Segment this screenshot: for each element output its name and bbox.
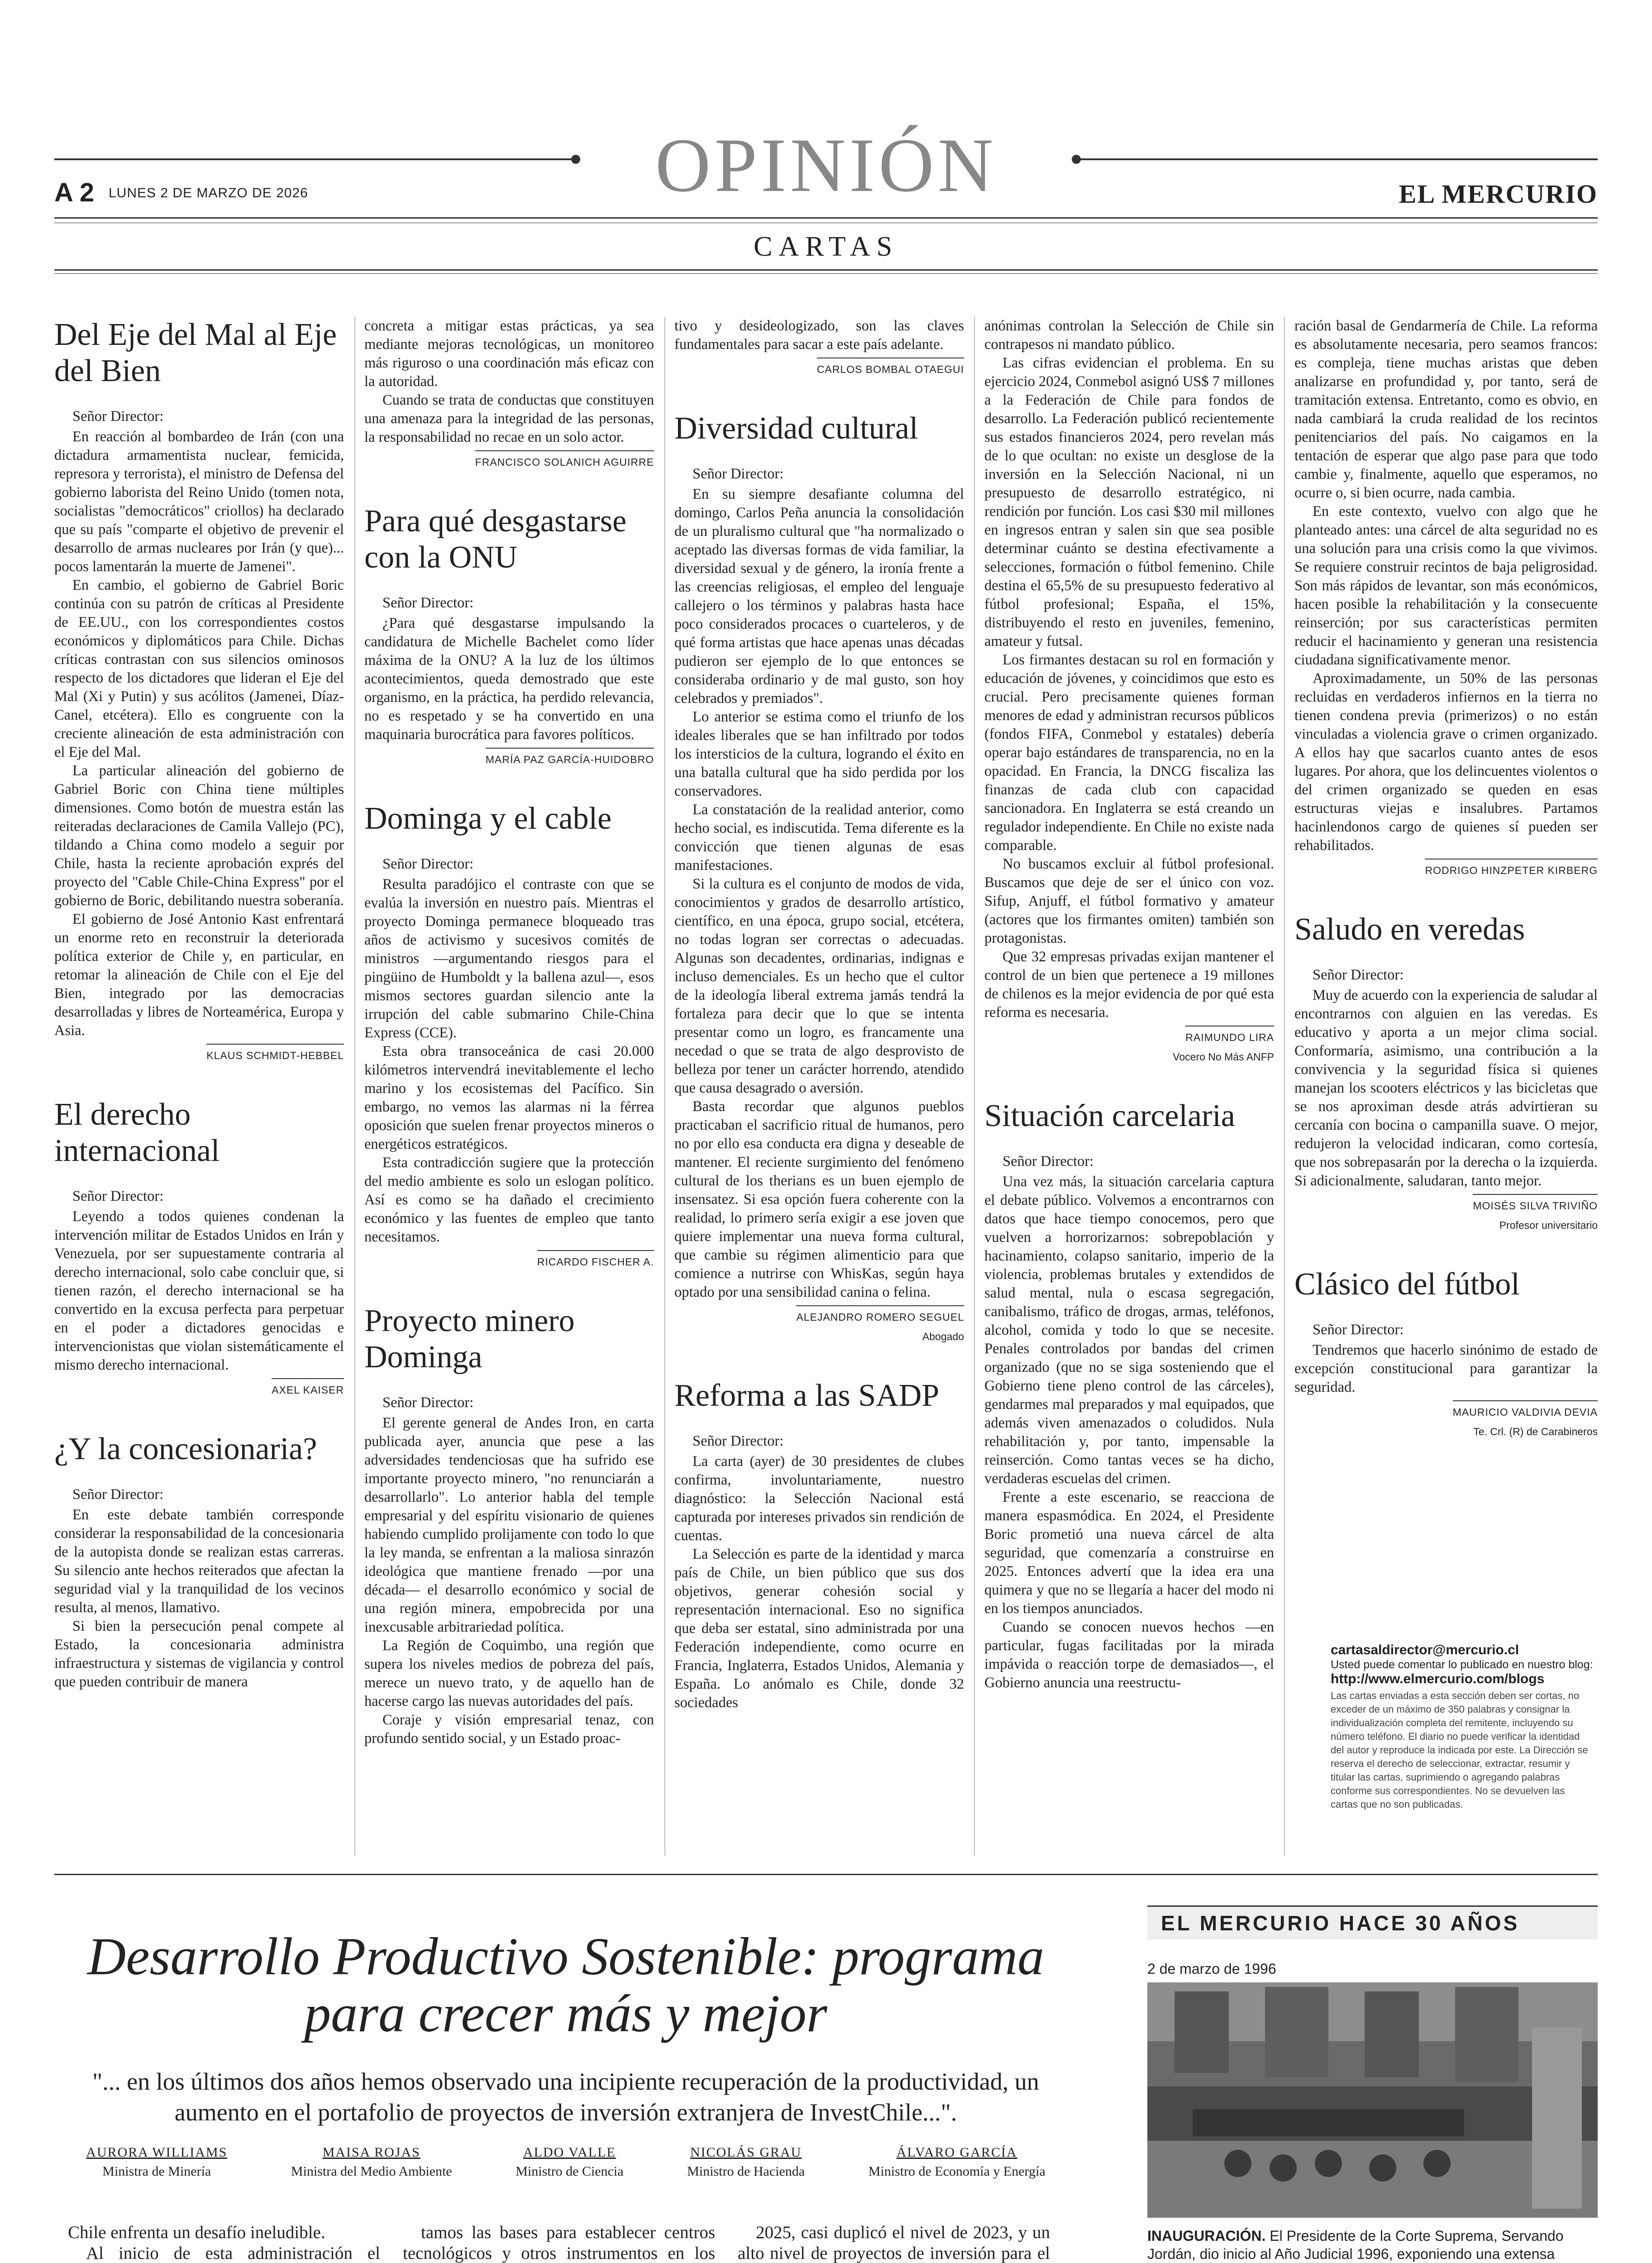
letter-headline: Clásico del fútbol — [1294, 1267, 1520, 1302]
section-title: OPINIÓN — [655, 123, 997, 208]
letters-column-4 — [984, 317, 1274, 1692]
header-rule-left — [54, 158, 575, 160]
letter-paragraph: concreta a mitigar estas prácticas, ya sea mediante mejoras tecnológicas, un monitoreo más riguroso o una coordinación más eficaz con la autoridad. — [364, 318, 654, 390]
letter-paragraph: Basta recordar que algunos pueblos practicaban el sacrificio ritual de humanos, pero no por ello esa conducta era digna y deseable de mantener. El reciente surgimiento del fenómeno cultural de los therians es un buen ejemplo de insensatez. Si esa opción fuera coherente con la realidad, lo primero sería exigir a ese joven que quiere implementar una nueva forma cultural, que cambie su régimen alimenticio para que comience a nutrirse con WhisKas, según haya optado por una sensibilidad canina o felina. — [674, 1098, 964, 1300]
blog-note: Usted puede comentar lo publicado en nuestro blog: — [1331, 1658, 1593, 1671]
letter-signature: MOISÉS SILVA TRIVIÑO — [1473, 1194, 1598, 1215]
blog-link[interactable]: http://www.elmercurio.com/blogs — [1331, 1671, 1545, 1686]
letter-paragraph: La particular alineación del gobierno de Gabriel Boric con China tiene múltiples dimensiones. Como botón de muestra están las reiteradas declaraciones de Camila Vallejo (PC), tildando a China como modelo a seguir por Chile, hasta la reciente aprobación exprés del proyecto del "Cable Chile-China Express" por el gobierno de Boric, debilitando nuestra soberanía. — [54, 763, 344, 909]
divider — [54, 1874, 1598, 1875]
letter-paragraph: En este contexto, vuelvo con algo que he planteado antes: una cárcel de alta seguridad no es una solución para una crisis como la que vivimos. Se requiere construir recintos de baja peligrosidad. Son más rápidos de levantar, son más económicos, hacen posible la rehabilitación y la consecuente reinserción; por sus características permiten reducir el hacinamiento y generan una resistencia ciudadana significativamente menor. — [1294, 503, 1598, 668]
author-name: ÁLVARO GARCÍA — [896, 2145, 1017, 2160]
letter-signature: FRANCISCO SOLANICH AGUIRRE — [475, 450, 654, 472]
letter-paragraph: ración basal de Gendarmería de Chile. La reforma es absolutamente necesaria, pero seamos francos: es compleja, tiene muchas aristas que deben analizarse en profundidad y, por tanto, será de tramitación extensa. Entretanto, como es obvio, en nada cambiará la cruda realidad de los recintos penitenciarios del país. No caigamos en la tentación de esperar que algo pase para que todo cambie y, finalmente, aquello que esperamos, no ocurre o, si bien ocurre, nada cambia. — [1294, 318, 1598, 501]
feature-paragraph: tamos las bases para establecer centros tecnológicos y otros instrumentos en los — [403, 2223, 715, 2263]
salutation: Señor Director: — [72, 1486, 164, 1503]
page-number: A 2 — [54, 178, 95, 207]
letter-headline: Situación carcelaria — [984, 1098, 1235, 1133]
hace-30-header: EL MERCURIO HACE 30 AÑOS — [1161, 1911, 1520, 1935]
signature-title: Profesor universitario — [1499, 1219, 1598, 1231]
letter-paragraph: anónimas controlan la Selección de Chile sin contrapesos ni mandato público. — [984, 318, 1274, 353]
feature-lead: "... en los últimos dos años hemos observado una incipiente recuperación de la productividad, un aumento en el portafolio de proyectos de inversión extranjera de InvestChile...". — [92, 2068, 1039, 2126]
letter-signature: RODRIGO HINZPETER KIRBERG — [1425, 859, 1598, 880]
letters-column-5 — [1294, 317, 1598, 1455]
divider — [54, 273, 1598, 274]
letter-headline: Para qué desgastarse con la ONU — [364, 504, 627, 575]
column-rule — [664, 317, 665, 1856]
letter-paragraph: Esta contradicción sugiere que la protección del medio ambiente es solo un eslogan político. Así es como se ha dañado el crecimiento económico y las fuentes de empleo que tanto necesitamos. — [364, 1155, 654, 1245]
masthead-logo: EL MERCURIO — [1399, 179, 1598, 209]
letter-paragraph: tivo y desideologizado, son las claves fundamentales para sacar a este país adelante. — [674, 318, 964, 353]
letter-paragraph: En reacción al bombardeo de Irán (con una dictadura armamentista nuclear, femicida, represora y terrorista), el ministro de Defensa del gobierno laborista del Reino Unido (tomen nota, socialistas "democráticos" criollos) ha declarado que su país "comparte el objetivo de prevenir el desarrollo de armas nucleares por Irán (y que)... pocos lamentarán la muerte de Jamenei". — [54, 429, 344, 575]
letter-headline: Reforma a las SADP — [674, 1378, 940, 1413]
feature-paragraph: Chile enfrenta un desafío ineludible. — [68, 2223, 325, 2242]
letters-email-link[interactable]: cartasaldirector@mercurio.cl — [1331, 1642, 1519, 1657]
letter-headline: Dominga y el cable — [364, 801, 612, 836]
feature-headline: Desarrollo Productivo Sostenible: programa para crecer más y mejor — [87, 1927, 1044, 2043]
letter-paragraph: No buscamos excluir al fútbol profesional. Buscamos que deje de ser el único con voz. Sifup, Anjuff, el fútbol formativo y amateur (actores que los firmantes omiten) también son protagonistas. — [984, 856, 1274, 946]
salutation: Señor Director: — [1313, 1322, 1404, 1338]
divider — [54, 269, 1598, 271]
letter-paragraph: Aproximadamente, un 50% de las personas recluidas en verdaderos infiernos en la tierra no tienen condena previa (primerizos) o no están vinculadas a violencia grave o crimen organizado. A ellos hay que sacarlos cuanto antes de esos lugares. Por ahora, que los delincuentes violentos o del crimen organizado se queden en esas estructuras viejas e insalubres. Partamos hacinlendonos cargo de quienes sí pueden ser rehabilitados. — [1294, 670, 1598, 854]
feature-column-2 — [403, 2222, 715, 2263]
hace-30-notes — [1147, 2227, 1598, 2263]
letter-paragraph: Que 32 empresas privadas exijan mantener el control de un bien que pertenece a 19 millones de chilenos es la mejor evidencia de por qué esta reforma es necesaria. — [984, 949, 1274, 1021]
letter-signature: ALEJANDRO ROMERO SEGUEL — [796, 1305, 964, 1327]
note-text: El Presidente de la Corte Suprema, Servando Jordán, dio inicio al Año Judicial 1996, exponiendo una extensa — [1147, 2228, 1564, 2262]
letter-paragraph: Cuando se conocen nuevos hechos —en particular, fugas facilitadas por la mirada impávida o reacción torpe de demasiados—, el Gobierno anuncia una reestructu- — [984, 1619, 1274, 1691]
signature-title: Vocero No Más ANFP — [1173, 1051, 1274, 1063]
author — [291, 2143, 452, 2181]
letter-paragraph: En cambio, el gobierno de Gabriel Boric continúa con su patrón de críticas al Presidente de EE.UU., con los correspondientes costos económicos y diplomáticos para Chile. Dichas críticas contrastan con sus silencios ominosos respecto de los dictadores que lideran el Eje del Mal (Xi y Putin) y sus acólitos (Jamenei, Díaz-Canel, etcétera). Ello es congruente con la creciente alineación de esta administración con el Eje del Mal. — [54, 577, 344, 760]
letter-paragraph: En este debate también corresponde considerar la responsabilidad de la concesionaria de la autopista donde se realizan estas carreras. Su silencio ante hechos reiterados que afectan la seguridad vial y la tranquilidad de los vecinos resulta, al menos, llamativo. — [54, 1507, 344, 1616]
section-label: CARTAS — [754, 231, 898, 262]
author — [516, 2143, 623, 2181]
header-dot-left — [571, 155, 580, 164]
letter-paragraph: Las cifras evidencian el problema. En su ejercicio 2024, Conmebol asignó US$ 7 millones a la Federación de Chile para fondos de desarrollo. La Federación publicó recientemente sus estados financieros 2024, pero revelan más de lo que ocultan: no existe un desglose de la inversión en la Selección Nacional, ni un presupuesto de desarrollo estratégico, ni rendición por función. Los casi $30 mil millones en ingresos entran y salen sin que sea posible determinar cuánto se destina efectivamente a selecciones, formación o fútbol femenino. Chile destina el 65,5% de su presupuesto federativo al fútbol profesional; España, el 15%, distribuyendo el resto en juveniles, femenino, amateur y futsal. — [984, 355, 1274, 649]
letter-headline: ¿Y la concesionaria? — [54, 1432, 317, 1466]
letter-signature: RICARDO FISCHER A. — [537, 1250, 654, 1271]
letter-signature: KLAUS SCHMIDT-HEBBEL — [206, 1044, 344, 1065]
letter-headline: Del Eje del Mal al Eje del Bien — [54, 317, 337, 388]
author-name: MAISA ROJAS — [322, 2145, 420, 2160]
letter-paragraph: El gerente general de Andes Iron, en carta publicada ayer, anuncia que pese a las adversidades tendenciosas que ha sufrido ese importante proyecto minero, "no renunciarán a desarrollarlo". Lo anterior habla del temple empresarial y del espíritu visionario de quienes habiendo cumplido prolijamente con todo lo que la ley manda, se enfrentan a la maliosa sinrazón ideológica que mantiene frenado —por una década— el desarrollo económico y social de una región minera, empobrecida por una inexcusable arbitrariedad política. — [364, 1415, 654, 1635]
submission-rules: Las cartas enviadas a esta sección deben ser cortas, no exceder de un máximo de 350 palabras y consignar la individualización completa del remitente, incluyendo su número teléfono. El diario no puede verificar la identidad del autor y reproduce la indicada por este. La Dirección se reserva el derecho de seleccionar, extractar, resumir y titular las cartas, suprimiendo o agregando palabras conforme sus correspondientes. No se devuelven las cartas que no son publicadas. — [1331, 1690, 1588, 1810]
contact-box — [1331, 1643, 1593, 1811]
author-role: Ministra de Minería — [102, 2164, 211, 2179]
salutation: Señor Director: — [382, 595, 474, 611]
letter-paragraph: Resulta paradójico el contraste con que se evalúa la inversión en nuestro país. Mientras el proyecto Dominga permanece bloqueado tras años de activismo y sucesivos comités de ministros —argumentando riesgos para el pingüino de Humboldt y la ballena azul—, esos mismos sectores guardan silencio ante la irrupción del cable submarino Chile-China Express (CCE). — [364, 876, 654, 1041]
letter-paragraph: Si bien la persecución penal compete al Estado, la concesionaria administra infraestructura y sistemas de vigilancia y control que pueden contribuir de manera — [54, 1618, 344, 1690]
salutation: Señor Director: — [72, 408, 164, 425]
letter-paragraph: La Región de Coquimbo, una región que supera los niveles medios de pobreza del país, merece un nuevo trato, y de aquello han de hacerse cargo las nuevas autoridades del país. — [364, 1638, 654, 1709]
letter-signature: RAIMUNDO LIRA — [1185, 1026, 1274, 1047]
letter-paragraph: La Selección es parte de la identidad y marca país de Chile, un bien público que sus dos objetivos, generar cohesión social y representación internacional. Eso no significa que deba ser estatal, sino administrada por una Federación independiente, como ocurre en Francia, Inglaterra, Estados Unidos, Alemania y España. Lo anómalo es Chile, donde 32 sociedades — [674, 1546, 964, 1711]
letter-paragraph: En su siempre desafiante columna del domingo, Carlos Peña anuncia la consolidación de un pluralismo cultural que "ha normalizado o aceptado las diversas formas de vida familiar, la diversidad sexual y de género, la ironía frente a las creencias religiosas, el empleo del lenguaje callejero o los términos y palabras hasta hace poco considerados procaces o cuarteleros, y de qué forma artistas que hace apenas unas décadas pudieron ser ejemplo de lo que entonces se consideraba ordinario y de mal gusto, son hoy celebrados y premiados". — [674, 486, 964, 707]
feature-paragraph: 2025, casi duplicó el nivel de 2023, y un alto nivel de proyectos de inversión para el — [738, 2223, 1050, 2263]
letter-paragraph: Los firmantes destacan su rol en formación y educación de jóvenes, y coincidimos que esto es crucial. Pero precisamente quienes forman menores de edad y administran recursos públicos (fondos FIFA, Conmebol y estatales) debería operar bajo estándares de transparencia, no en la opacidad. En Francia, la DNCG fiscaliza las finanzas de cada club con capacidad sancionadora. En Inglaterra se está creando un regulador independiente. En Chile no existe nada comparable. — [984, 652, 1274, 854]
letter-signature: CARLOS BOMBAL OTAEGUI — [817, 358, 964, 379]
salutation: Señor Director: — [1313, 967, 1404, 983]
letter-headline: Proyecto minero Dominga — [364, 1303, 575, 1375]
letter-paragraph: Una vez más, la situación carcelaria captura el debate público. Volvemos a encontrarnos con datos que hace tiempo conocemos, pero que vuelven a horrorizarnos: sobrepoblación y hacinamiento, colapso sanitario, imperio de la violencia, problemas brutales y extendidos de salud mental, nula o escasa segregación, canibalismo, tráfico de drogas, armas, teléfonos, alcohol, comida y todo lo que se necesite. Penales controlados por bandas del crimen organizado (que no se siga sosteniendo que el Gobierno tiene pleno control de las cárceles), gendarmes mal preparados y mal equipados, que además viven amenazados o coludidos. Nula rehabilitación y, por tanto, impensable la reinserción. Como tantas veces se ha dicho, verdaderas escuelas del crimen. — [984, 1174, 1274, 1487]
salutation: Señor Director: — [692, 1433, 784, 1449]
feature-column-1 — [68, 2222, 380, 2263]
feature-paragraph: Al inicio de esta administración el — [86, 2244, 380, 2263]
letter-headline: El derecho internacional — [54, 1097, 220, 1168]
note-head: INAUGURACIÓN. — [1147, 2228, 1266, 2244]
letter-paragraph: El gobierno de José Antonio Kast enfrentará un enorme reto en reconstruir la deteriorada política exterior de Chile y, en particular, en retomar la alineación de Chile con el Eje del Bien, integrado por las democracias desarrolladas y libres de Norteamérica, Europa y Asia. — [54, 911, 344, 1039]
letter-signature: AXEL KAISER — [272, 1378, 344, 1399]
letter-paragraph: Leyendo a todos quienes condenan la intervención militar de Estados Unidos en Irán y Venezuela, por ser supuestamente contraria al derecho internacional, solo cabe concluir que, si tienen razón, el derecho internacional se ha convertido en la excusa perfecta para perpetuar en el poder a dictadores genocidas e intervencionistas que violan sistemáticamente el mismo derecho internacional. — [54, 1208, 344, 1373]
signature-title: Te. Crl. (R) de Carabineros — [1473, 1426, 1598, 1437]
courtroom-photo — [1147, 1982, 1598, 2218]
author-role: Ministro de Hacienda — [687, 2164, 805, 2179]
letter-paragraph: La constatación de la realidad anterior, como hecho social, es indiscutida. Tema diferente es la convicción que tienen algunas de esas manifestaciones. — [674, 802, 964, 874]
letter-paragraph: ¿Para qué desgastarse impulsando la candidatura de Michelle Bachelet como líder máxima de la ONU? A la luz de los últimos acontecimientos, queda demostrado que este organismo, en la práctica, ha perdido relevancia, no es respetado y se ha convertido en una maquinaria burocrática para favores políticos. — [364, 615, 654, 743]
header-rule-right — [1077, 158, 1598, 160]
salutation: Señor Director: — [72, 1188, 164, 1204]
salutation: Señor Director: — [1003, 1153, 1094, 1170]
letter-signature: MARÍA PAZ GARCÍA-HUIDOBRO — [486, 748, 654, 769]
column-rule — [974, 317, 975, 1856]
letter-signature: MAURICIO VALDIVIA DEVIA — [1453, 1400, 1598, 1422]
author — [687, 2143, 805, 2181]
feature-column-3 — [738, 2222, 1050, 2263]
letter-paragraph: Esta obra transoceánica de casi 20.000 kilómetros intervendrá inevitablemente el lecho marino y los ecosistemas del Pacífico. Sin embargo, no vemos las alarmas ni la férrea oposición que suelen frenar proyectos mineros o energéticos estratégicos. — [364, 1043, 654, 1152]
author-role: Ministra del Medio Ambiente — [291, 2164, 452, 2179]
letter-paragraph: Si la cultura es el conjunto de modos de vida, conocimientos y grados de desarrollo artístico, científico, en una época, grupo social, etcétera, no todas logran ser correctas o adecuadas. Algunas son decadentes, ordinarias, indignas e incluso demenciales. Es un hecho que el cultor de la ideología liberal extrema jamás tendrá la fortaleza para decir que lo que se intenta presentar como un logro, es francamente una necedad o que se trata de algo desprovisto de belleza por tener un carácter horrendo, atendido que causa desagrado o aversión. — [674, 876, 964, 1096]
salutation: Señor Director: — [382, 1394, 474, 1411]
author-name: AURORA WILLIAMS — [86, 2145, 228, 2160]
column-rule — [1284, 317, 1285, 1856]
salutation: Señor Director: — [692, 466, 784, 482]
author-name: ALDO VALLE — [523, 2145, 616, 2160]
author-name: NICOLÁS GRAU — [690, 2145, 802, 2160]
letter-paragraph: Frente a este escenario, se reacciona de manera espasmódica. En 2024, el Presidente Boric prometió una nueva cárcel de alta seguridad, que comenzaría a construirse en 2025. Entonces advertí que la idea era una quimera y que no se llegaría a hacer del modo ni en los tiempos anunciados. — [984, 1489, 1274, 1617]
letter-paragraph: Cuando se trata de conductas que constituyen una amenaza para la integridad de las personas, la responsabilidad no recae en un solo actor. — [364, 392, 654, 445]
letter-paragraph: Muy de acuerdo con la experiencia de saludar al encontrarnos con alguien en las veredas. Es educativo y aporta a un mejor clima social. Conformaría, asimismo, una contribución a la convivencia y la seguridad física si quienes manejan los scooters eléctricos y las bicicletas que se nos aproximan desde atrás advirtieran su cercanía con bocina o campanilla suave. O mejor, redujeron la velocidad indicaran, como cortesía, que nos sobrepasarán por la derecha o la izquierda. Si adicionalmente, saludaran, tanto mejor. — [1294, 987, 1598, 1189]
letter-headline: Saludo en veredas — [1294, 912, 1525, 947]
author-list — [54, 2143, 1077, 2181]
salutation: Señor Director: — [382, 856, 474, 872]
column-rule — [354, 317, 355, 1856]
author — [869, 2143, 1046, 2181]
letter-paragraph: La carta (ayer) de 30 presidentes de clubes confirma, involuntariamente, nuestro diagnóstico: la Selección Nacional está capturada por intereses privados sin rendición de cuentas. — [674, 1453, 964, 1544]
letter-headline: Diversidad cultural — [674, 411, 918, 446]
letter-paragraph: Lo anterior se estima como el triunfo de los ideales liberales que se han infiltrado por todos los intersticios de la cultura, logrando el éxito en una batalla cultural que ha sido perdida por los conservadores. — [674, 709, 964, 799]
letters-column-3 — [674, 317, 964, 1712]
author — [86, 2143, 227, 2181]
signature-title: Abogado — [922, 1331, 964, 1342]
date-1996: 2 de marzo de 1996 — [1147, 1961, 1276, 1977]
letter-paragraph: Coraje y visión empresarial tenaz, con profundo sentido social, y un Estado proac- — [364, 1712, 654, 1747]
letters-column-1 — [54, 317, 344, 1691]
author-role: Ministro de Economía y Energía — [868, 2164, 1046, 2179]
letters-column-2 — [364, 317, 654, 1748]
letter-paragraph: Tendremos que hacerlo sinónimo de estado de excepción constitucional para garantizar la seguridad. — [1294, 1342, 1598, 1395]
archive-photo — [1147, 1982, 1598, 2218]
author-role: Ministro de Ciencia — [516, 2164, 624, 2179]
divider — [54, 217, 1598, 219]
issue-date: LUNES 2 DE MARZO DE 2026 — [109, 186, 308, 201]
